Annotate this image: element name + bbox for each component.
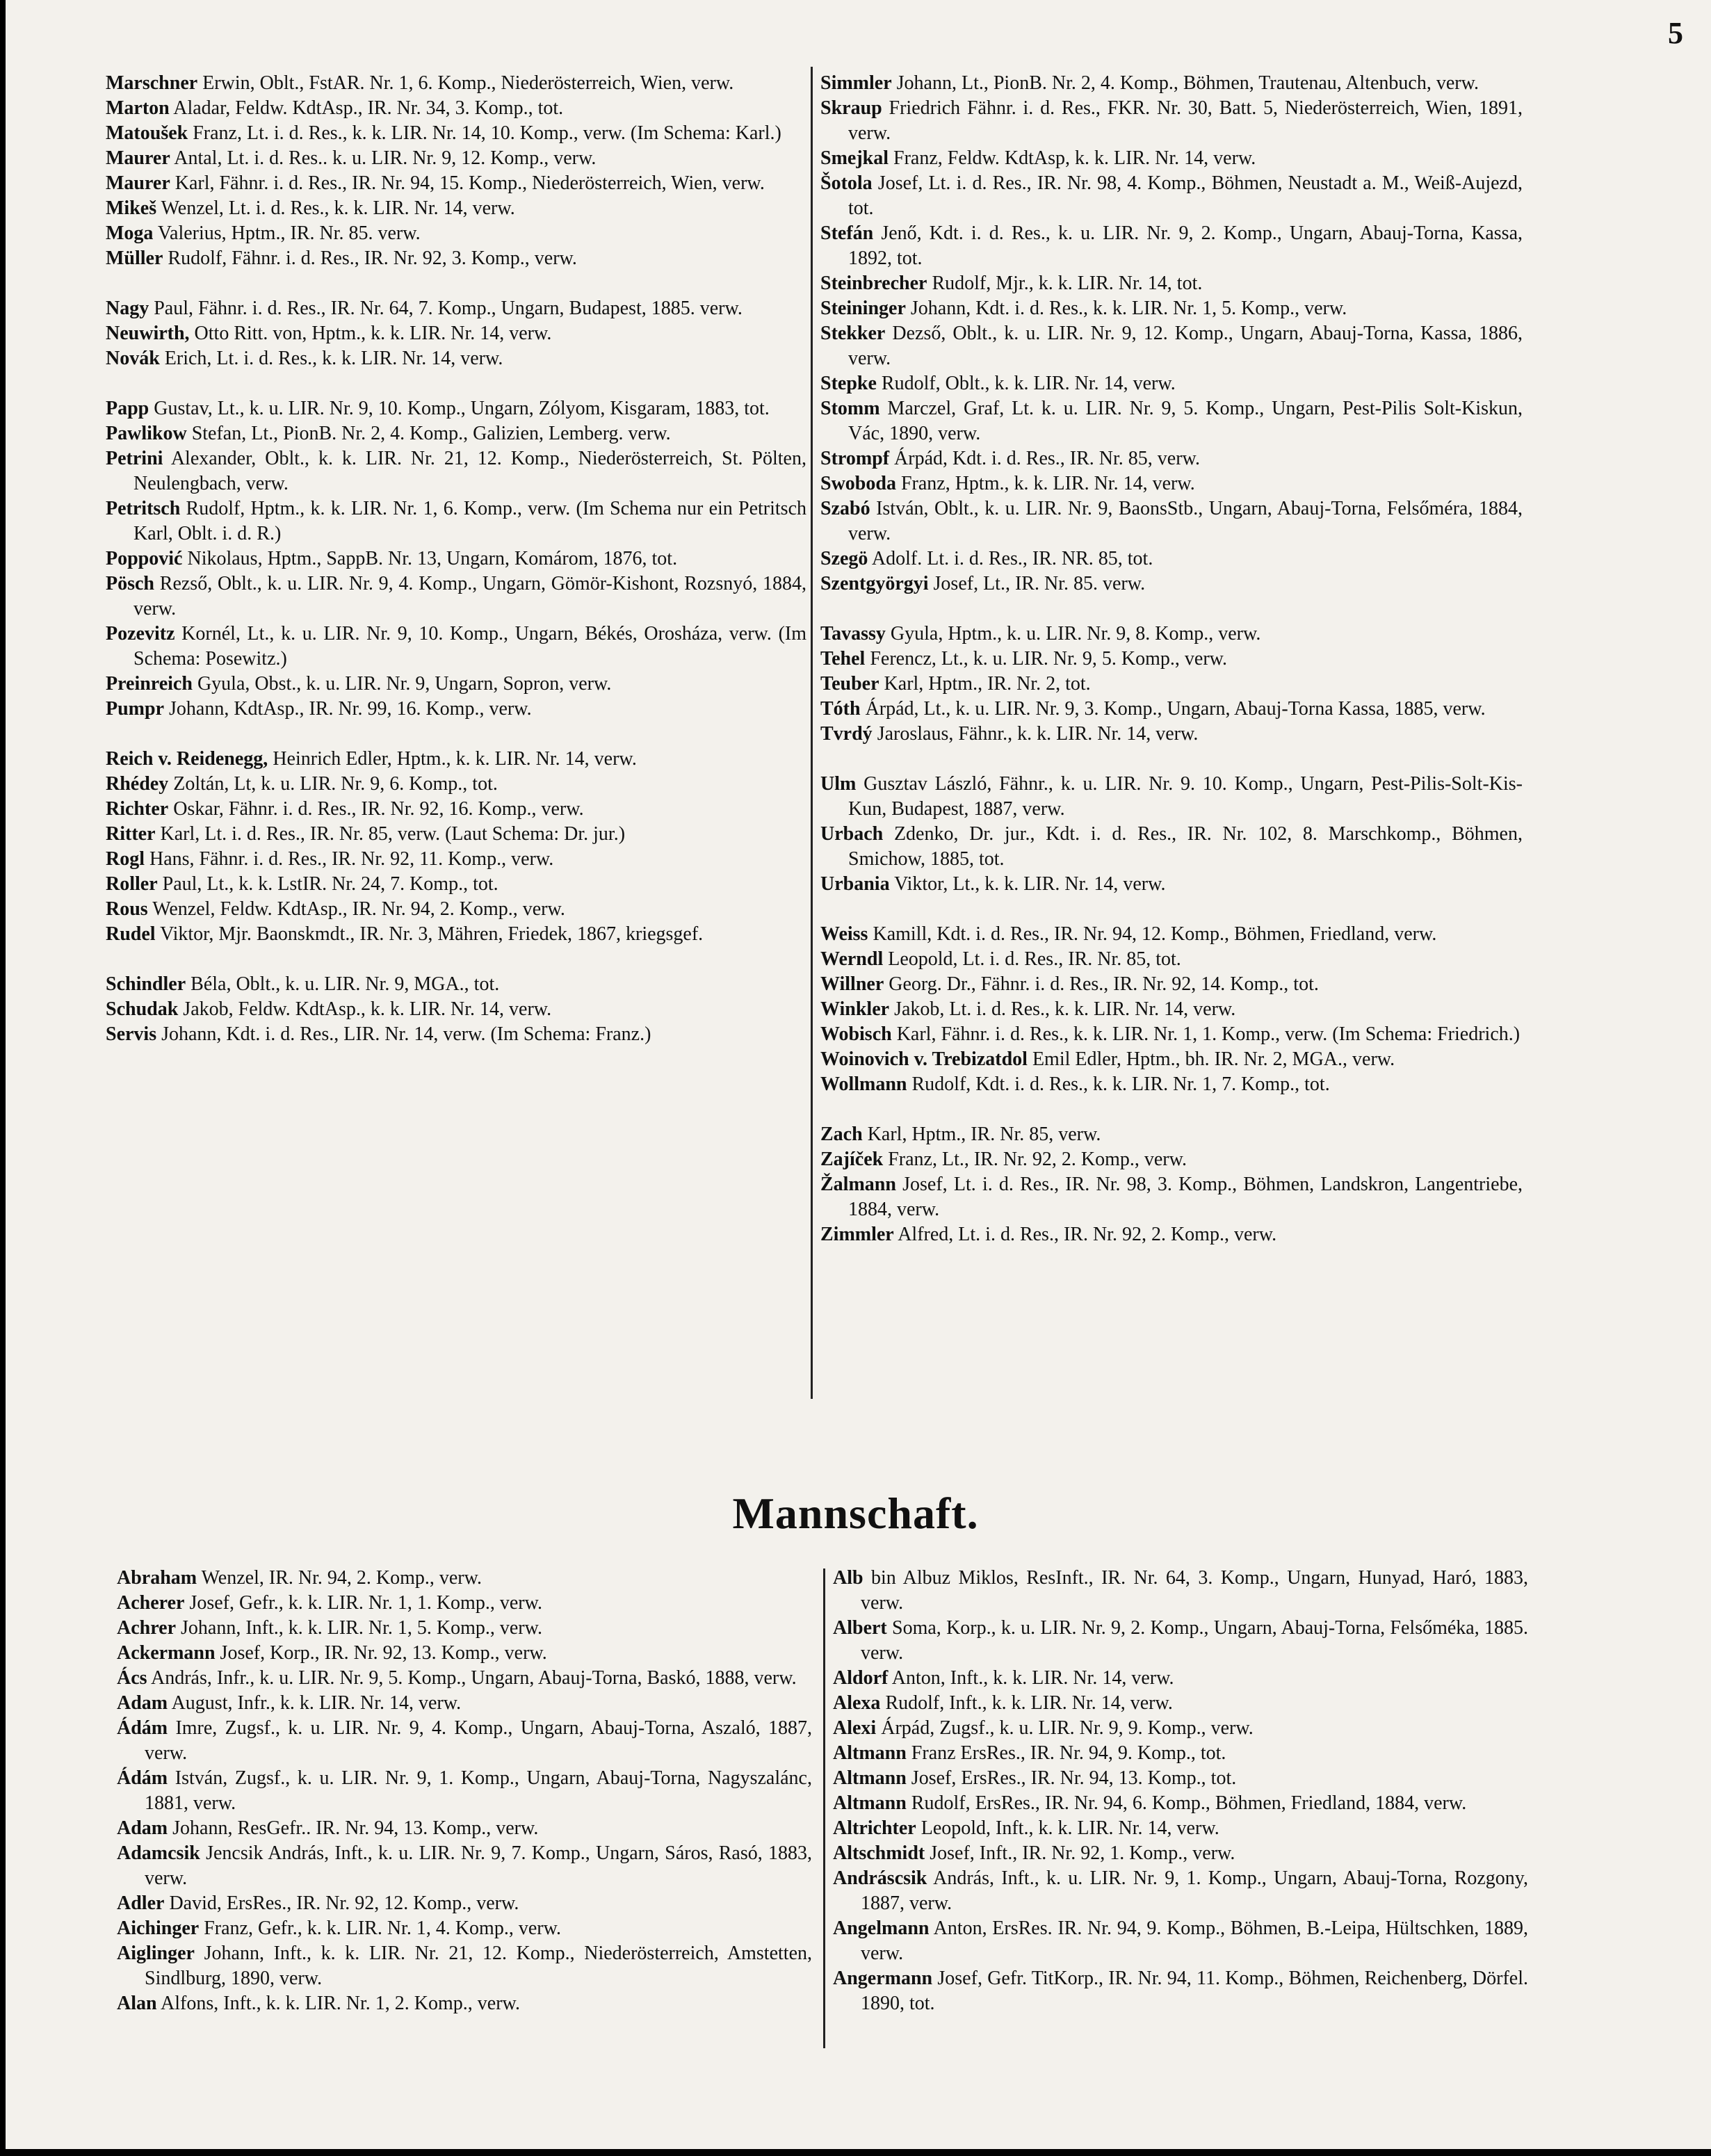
entry-surname: Pozevitz bbox=[106, 623, 175, 645]
register-entry bbox=[820, 572, 1523, 597]
entry-details: Aladar, Feldw. KdtAsp., IR. Nr. 34, 3. Komp., tot. bbox=[169, 97, 564, 119]
register-entry bbox=[820, 471, 1523, 496]
register-entry bbox=[106, 96, 806, 121]
register-entry bbox=[106, 221, 806, 246]
entry-surname: Acherer bbox=[117, 1592, 185, 1614]
register-entry bbox=[833, 1691, 1528, 1716]
register-entry bbox=[820, 697, 1523, 722]
entry-surname: Teuber bbox=[820, 673, 879, 695]
register-entry bbox=[106, 446, 806, 496]
entry-surname: Ulm bbox=[820, 773, 857, 795]
entry-surname: Schindler bbox=[106, 973, 186, 995]
entry-details: Gyula, Obst., k. u. LIR. Nr. 9, Ungarn, Sopron, verw. bbox=[192, 673, 612, 695]
register-entry bbox=[106, 572, 806, 622]
letter-group bbox=[106, 747, 806, 947]
register-entry bbox=[833, 1566, 1528, 1616]
register-entry bbox=[106, 496, 806, 546]
column-divider bbox=[823, 1569, 825, 2048]
entry-surname: Aldorf bbox=[833, 1667, 889, 1689]
entry-surname: Albert bbox=[833, 1617, 887, 1639]
entry-details: Karl, Fähnr. i. d. Res., k. k. LIR. Nr. 1, 1. Komp., verw. (Im Schema: Friedrich.) bbox=[891, 1023, 1521, 1045]
register-entry bbox=[106, 997, 806, 1022]
register-entry bbox=[117, 1566, 812, 1591]
entry-details: Heinrich Edler, Hptm., k. k. LIR. Nr. 14, verw. bbox=[268, 748, 637, 770]
entry-details: Stefan, Lt., PionB. Nr. 2, 4. Komp., Galizien, Lemberg. verw. bbox=[186, 423, 671, 444]
entry-surname: Adamcsik bbox=[117, 1842, 200, 1864]
entry-details: Árpád, Kdt. i. d. Res., IR. Nr. 85, verw. bbox=[889, 448, 1200, 469]
entry-surname: Alan bbox=[117, 1993, 157, 2014]
entry-details: Zdenko, Dr. jur., Kdt. i. d. Res., IR. Nr. 102, 8. Marschkomp., Böhmen, Smichow, 1885, tot. bbox=[848, 823, 1523, 870]
register-entry bbox=[106, 1022, 806, 1047]
register-entry bbox=[117, 1941, 812, 1991]
entry-details: Nikolaus, Hptm., SappB. Nr. 13, Ungarn, Komárom, 1876, tot. bbox=[182, 548, 678, 569]
entry-surname: Petritsch bbox=[106, 498, 181, 519]
entry-surname: Müller bbox=[106, 248, 163, 269]
entry-surname: Zimmler bbox=[820, 1224, 894, 1245]
entry-surname: Szentgyörgyi bbox=[820, 573, 929, 594]
entry-details: Karl, Fähnr. i. d. Res., IR. Nr. 94, 15. Komp., Niederösterreich, Wien, verw. bbox=[170, 172, 765, 194]
register-entry bbox=[833, 1866, 1528, 1916]
entry-details: Josef, Lt., IR. Nr. 85. verw. bbox=[928, 573, 1146, 594]
register-entry bbox=[117, 1666, 812, 1691]
letter-group bbox=[820, 71, 1523, 597]
register-entry bbox=[106, 396, 806, 421]
register-entry bbox=[106, 296, 806, 321]
register-entry bbox=[106, 972, 806, 997]
register-entry bbox=[820, 1122, 1523, 1147]
entry-details: Zoltán, Lt, k. u. LIR. Nr. 9, 6. Komp., tot. bbox=[168, 773, 498, 795]
entry-details: Erich, Lt. i. d. Res., k. k. LIR. Nr. 14, verw. bbox=[159, 348, 503, 369]
entry-details: Josef, Lt. i. d. Res., IR. Nr. 98, 3. Komp., Böhmen, Landskron, Langentriebe, 1884, verw. bbox=[848, 1174, 1523, 1220]
entry-details: Árpád, Zugsf., k. u. LIR. Nr. 9, 9. Komp., verw. bbox=[876, 1717, 1254, 1739]
register-entry bbox=[106, 246, 806, 271]
register-entry bbox=[106, 697, 806, 722]
register-entry bbox=[833, 1741, 1528, 1766]
entry-surname: Achrer bbox=[117, 1617, 176, 1639]
entry-details: Josef, Korp., IR. Nr. 92, 13. Komp., verw. bbox=[215, 1642, 547, 1664]
entry-details: Johann, ResGefr.. IR. Nr. 94, 13. Komp., verw. bbox=[168, 1817, 539, 1839]
entry-details: Rudolf, Fähnr. i. d. Res., IR. Nr. 92, 3. Komp., verw. bbox=[163, 248, 577, 269]
register-entry bbox=[820, 296, 1523, 321]
entry-surname: Mikeš bbox=[106, 197, 157, 219]
entry-surname: Aiglinger bbox=[117, 1943, 195, 1964]
entry-surname: Altmann bbox=[833, 1742, 907, 1764]
entry-surname: Ritter bbox=[106, 823, 156, 845]
entry-details: Rudolf, Inft., k. k. LIR. Nr. 14, verw. bbox=[880, 1692, 1173, 1714]
entry-surname: Steinbrecher bbox=[820, 273, 927, 294]
entry-details: Rudolf, Kdt. i. d. Res., k. k. LIR. Nr. 1, 7. Komp., tot. bbox=[907, 1073, 1330, 1095]
register-entry bbox=[117, 1616, 812, 1641]
register-entry bbox=[106, 797, 806, 822]
entry-details: Rudolf, Mjr., k. k. LIR. Nr. 14, tot. bbox=[927, 273, 1203, 294]
entry-details: Jaroslaus, Fähnr., k. k. LIR. Nr. 14, verw. bbox=[872, 723, 1199, 745]
register-entry bbox=[117, 1691, 812, 1716]
letter-group bbox=[106, 396, 806, 722]
entry-details: Karl, Hptm., IR. Nr. 2, tot. bbox=[879, 673, 1091, 695]
entry-surname: Neuwirth, bbox=[106, 323, 190, 344]
entry-details: Gyula, Hptm., k. u. LIR. Nr. 9, 8. Komp., verw. bbox=[885, 623, 1261, 645]
entry-surname: Altmann bbox=[833, 1767, 907, 1789]
entry-details: Rudolf, Hptm., k. k. LIR. Nr. 1, 6. Komp., verw. (Im Schema nur ein Petritsch Karl, Oblt. i. d. R.) bbox=[133, 498, 806, 544]
register-entry bbox=[106, 622, 806, 672]
entry-surname: Rogl bbox=[106, 848, 145, 870]
entry-surname: Matoušek bbox=[106, 122, 188, 144]
register-entry bbox=[820, 1147, 1523, 1172]
entry-surname: Swoboda bbox=[820, 473, 896, 494]
entry-details: Jakob, Lt. i. d. Res., k. k. LIR. Nr. 14, verw. bbox=[889, 998, 1236, 1020]
entry-details: Valerius, Hptm., IR. Nr. 85. verw. bbox=[153, 222, 421, 244]
section-title: Mannschaft. bbox=[732, 1489, 979, 1538]
entry-details: Franz, Feldw. KdtAsp, k. k. LIR. Nr. 14, verw. bbox=[889, 147, 1256, 169]
register-entry bbox=[117, 1816, 812, 1841]
register-entry bbox=[820, 171, 1523, 221]
entry-surname: Strompf bbox=[820, 448, 890, 469]
entry-details: Viktor, Mjr. Baonskmdt., IR. Nr. 3, Mähren, Friedek, 1867, kriegsgef. bbox=[155, 923, 704, 945]
entry-details: Wenzel, Feldw. KdtAsp., IR. Nr. 94, 2. Komp., verw. bbox=[147, 898, 565, 920]
entry-surname: Szegö bbox=[820, 548, 868, 569]
entry-details: Johann, Inft., k. k. LIR. Nr. 1, 5. Komp., verw. bbox=[176, 1617, 543, 1639]
register-entry bbox=[106, 747, 806, 772]
register-entry bbox=[820, 221, 1523, 271]
entry-details: Ferencz, Lt., k. u. LIR. Nr. 9, 5. Komp., verw. bbox=[865, 648, 1228, 670]
entry-details: Josef, Gefr., k. k. LIR. Nr. 1, 1. Komp., verw. bbox=[184, 1592, 542, 1614]
register-entry bbox=[106, 872, 806, 897]
entry-surname: Abraham bbox=[117, 1567, 197, 1589]
entry-surname: Poppović bbox=[106, 548, 183, 569]
entry-details: Anton, ErsRes. IR. Nr. 94, 9. Komp., Böhmen, B.-Leipa, Hültschken, 1889, verw. bbox=[861, 1918, 1528, 1964]
entry-surname: Žalmann bbox=[820, 1174, 896, 1195]
entry-details: August, Infr., k. k. LIR. Nr. 14, verw. bbox=[168, 1692, 462, 1714]
register-entry bbox=[106, 421, 806, 446]
entry-surname: Stekker bbox=[820, 323, 886, 344]
register-entry bbox=[117, 1841, 812, 1891]
entry-details: Johann, Inft., k. k. LIR. Nr. 21, 12. Komp., Niederösterreich, Amstetten, Sindlburg, 1890, verw. bbox=[145, 1943, 812, 1989]
officers-left-column bbox=[106, 71, 806, 1072]
entry-details: Antal, Lt. i. d. Res.. k. u. LIR. Nr. 9, 12. Komp., verw. bbox=[170, 147, 597, 169]
entry-details: Josef, Lt. i. d. Res., IR. Nr. 98, 4. Komp., Böhmen, Neustadt a. M., Weiß-Aujezd, tot. bbox=[848, 172, 1523, 219]
entry-surname: Altschmidt bbox=[833, 1842, 925, 1864]
entry-details: András, Inft., k. u. LIR. Nr. 9, 1. Komp., Ungarn, Abauj-Torna, Rozgony, 1887, verw. bbox=[861, 1867, 1528, 1914]
entry-surname: Smejkal bbox=[820, 147, 889, 169]
entry-details: Adolf. Lt. i. d. Res., IR. NR. 85, tot. bbox=[868, 548, 1153, 569]
register-entry bbox=[106, 772, 806, 797]
entry-details: Kornél, Lt., k. u. LIR. Nr. 9, 10. Komp., Ungarn, Békés, Orosháza, verw. (Im Schema: Posewitz.) bbox=[133, 623, 806, 670]
entry-details: Erwin, Oblt., FstAR. Nr. 1, 6. Komp., Niederösterreich, Wien, verw. bbox=[197, 72, 734, 94]
register-entry bbox=[117, 1916, 812, 1941]
entry-details: Karl, Hptm., IR. Nr. 85, verw. bbox=[862, 1124, 1101, 1145]
register-entry bbox=[820, 997, 1523, 1022]
entry-details: Imre, Zugsf., k. u. LIR. Nr. 9, 4. Komp., Ungarn, Abauj-Torna, Aszaló, 1887, verw. bbox=[145, 1717, 812, 1764]
register-entry bbox=[106, 146, 806, 171]
register-entry bbox=[106, 546, 806, 572]
entry-surname: Reich v. Reidenegg, bbox=[106, 748, 268, 770]
register-entry bbox=[833, 1916, 1528, 1966]
register-entry bbox=[106, 321, 806, 346]
register-entry bbox=[820, 371, 1523, 396]
entry-details: Paul, Fähnr. i. d. Res., IR. Nr. 64, 7. Komp., Ungarn, Budapest, 1885. verw. bbox=[149, 298, 743, 319]
register-entry bbox=[106, 71, 806, 96]
letter-group bbox=[820, 1122, 1523, 1247]
entry-surname: Zajíček bbox=[820, 1149, 884, 1170]
register-entry bbox=[820, 546, 1523, 572]
entry-surname: Marton bbox=[106, 97, 170, 119]
entry-details: Alfred, Lt. i. d. Res., IR. Nr. 92, 2. Komp., verw. bbox=[893, 1224, 1277, 1245]
entry-details: Franz, Lt., IR. Nr. 92, 2. Komp., verw. bbox=[883, 1149, 1187, 1170]
entry-details: István, Zugsf., k. u. LIR. Nr. 9, 1. Komp., Ungarn, Abauj-Torna, Nagyszalánc, 1881, verw. bbox=[145, 1767, 812, 1814]
register-entry bbox=[820, 772, 1523, 822]
register-entry bbox=[820, 146, 1523, 171]
entry-details: István, Oblt., k. u. LIR. Nr. 9, BaonsStb., Ungarn, Abauj-Torna, Felsőméra, 1884, verw. bbox=[848, 498, 1523, 544]
entry-surname: Ádám bbox=[117, 1717, 168, 1739]
register-entry bbox=[106, 346, 806, 371]
entry-surname: Urbach bbox=[820, 823, 884, 845]
entry-surname: Novák bbox=[106, 348, 160, 369]
register-entry bbox=[106, 897, 806, 922]
register-entry bbox=[833, 1816, 1528, 1841]
letter-group bbox=[820, 772, 1523, 897]
entry-surname: Tavassy bbox=[820, 623, 886, 645]
entry-surname: Pumpr bbox=[106, 698, 164, 720]
entry-details: Karl, Lt. i. d. Res., IR. Nr. 85, verw. (Laut Schema: Dr. jur.) bbox=[155, 823, 626, 845]
entry-surname: Richter bbox=[106, 798, 169, 820]
entry-details: Dezső, Oblt., k. u. LIR. Nr. 9, 12. Komp., Ungarn, Abauj-Torna, Kassa, 1886, verw. bbox=[848, 323, 1523, 369]
entry-surname: Adler bbox=[117, 1892, 165, 1914]
letter-group bbox=[106, 71, 806, 271]
letter-group bbox=[820, 622, 1523, 747]
entry-details: Friedrich Fähnr. i. d. Res., FKR. Nr. 30, Batt. 5, Niederösterreich, Wien, 1891, verw. bbox=[848, 97, 1523, 144]
register-entry bbox=[117, 1716, 812, 1766]
register-entry bbox=[820, 647, 1523, 672]
entry-surname: Stomm bbox=[820, 398, 880, 419]
entry-surname: Tóth bbox=[820, 698, 861, 720]
entry-details: Johann, KdtAsp., IR. Nr. 99, 16. Komp., verw. bbox=[164, 698, 532, 720]
register-entry bbox=[106, 121, 806, 146]
entry-surname: Urbania bbox=[820, 873, 890, 895]
entry-details: Oskar, Fähnr. i. d. Res., IR. Nr. 92, 16. Komp., verw. bbox=[168, 798, 584, 820]
entry-details: David, ErsRes., IR. Nr. 92, 12. Komp., verw. bbox=[164, 1892, 519, 1914]
entry-details: bin Albuz Miklos, ResInft., IR. Nr. 64, 3. Komp., Ungarn, Hunyad, Haró, 1883, verw. bbox=[861, 1567, 1528, 1614]
entry-surname: Alexi bbox=[833, 1717, 877, 1739]
register-entry bbox=[820, 947, 1523, 972]
entry-surname: Simmler bbox=[820, 72, 892, 94]
entry-surname: Roller bbox=[106, 873, 158, 895]
register-entry bbox=[820, 271, 1523, 296]
entry-details: András, Infr., k. u. LIR. Nr. 9, 5. Komp., Ungarn, Abauj-Torna, Baskó, 1888, verw. bbox=[147, 1667, 797, 1689]
register-entry bbox=[833, 1766, 1528, 1791]
entry-details: Franz, Lt. i. d. Res., k. k. LIR. Nr. 14, 10. Komp., verw. (Im Schema: Karl.) bbox=[188, 122, 781, 144]
entry-surname: Angelmann bbox=[833, 1918, 930, 1939]
entry-surname: Weiss bbox=[820, 923, 868, 945]
register-entry bbox=[820, 1022, 1523, 1047]
entry-surname: Marschner bbox=[106, 72, 198, 94]
entry-details: Emil Edler, Hptm., bh. IR. Nr. 2, MGA., verw. bbox=[1027, 1048, 1395, 1070]
entry-details: Marczel, Graf, Lt. k. u. LIR. Nr. 9, 5. Komp., Ungarn, Pest-Pilis Solt-Kiskun, Vác, 1890, verw. bbox=[848, 398, 1523, 444]
entry-details: Rezső, Oblt., k. u. LIR. Nr. 9, 4. Komp., Ungarn, Gömör-Kishont, Rozsnyó, 1884, verw. bbox=[133, 573, 806, 619]
entry-details: Franz, Gefr., k. k. LIR. Nr. 1, 4. Komp., verw. bbox=[199, 1918, 561, 1939]
entry-surname: Rhédey bbox=[106, 773, 169, 795]
register-entry bbox=[820, 496, 1523, 546]
entry-surname: Willner bbox=[820, 973, 884, 995]
entry-details: Georg. Dr., Fähnr. i. d. Res., IR. Nr. 92, 14. Komp., tot. bbox=[884, 973, 1319, 995]
register-entry bbox=[833, 1716, 1528, 1741]
entry-surname: Schudak bbox=[106, 998, 179, 1020]
register-entry bbox=[820, 96, 1523, 146]
entry-surname: Preinreich bbox=[106, 673, 193, 695]
register-entry bbox=[820, 1172, 1523, 1222]
entry-surname: Pawlikow bbox=[106, 423, 187, 444]
entry-details: Jencsik András, Inft., k. u. LIR. Nr. 9, 7. Komp., Ungarn, Sáros, Rasó, 1883, verw. bbox=[145, 1842, 812, 1889]
letter-group bbox=[106, 296, 806, 371]
register-entry bbox=[820, 722, 1523, 747]
register-entry bbox=[820, 396, 1523, 446]
entry-details: Jakob, Feldw. KdtAsp., k. k. LIR. Nr. 14, verw. bbox=[178, 998, 552, 1020]
register-entry bbox=[117, 1641, 812, 1666]
entry-details: Josef, Inft., IR. Nr. 92, 1. Komp., verw. bbox=[925, 1842, 1235, 1864]
entry-surname: Alb bbox=[833, 1567, 863, 1589]
entry-surname: Wobisch bbox=[820, 1023, 892, 1045]
register-entry bbox=[106, 822, 806, 847]
entry-surname: Tvrdý bbox=[820, 723, 873, 745]
register-entry bbox=[820, 1222, 1523, 1247]
entry-details: Béla, Oblt., k. u. LIR. Nr. 9, MGA., tot. bbox=[186, 973, 500, 995]
page-number: 5 bbox=[1668, 16, 1683, 50]
entry-details: Leopold, Inft., k. k. LIR. Nr. 14, verw. bbox=[916, 1817, 1219, 1839]
entry-details: Jenő, Kdt. i. d. Res., k. u. LIR. Nr. 9, 2. Komp., Ungarn, Abauj-Torna, Kassa, 1892, tot. bbox=[848, 222, 1523, 269]
entry-details: Rudolf, Oblt., k. k. LIR. Nr. 14, verw. bbox=[876, 373, 1176, 394]
entry-details: Gusztav László, Fähnr., k. u. LIR. Nr. 9. 10. Komp., Ungarn, Pest-Pilis-Solt-Kis-Kun, Budapest, 1887, verw. bbox=[848, 773, 1523, 820]
entry-surname: Andráscsik bbox=[833, 1867, 927, 1889]
entry-surname: Altrichter bbox=[833, 1817, 916, 1839]
entry-surname: Altmann bbox=[833, 1792, 907, 1814]
register-entry bbox=[833, 1616, 1528, 1666]
entry-details: Franz, Hptm., k. k. LIR. Nr. 14, verw. bbox=[895, 473, 1195, 494]
letter-group bbox=[106, 972, 806, 1047]
register-entry bbox=[117, 1991, 812, 2016]
register-entry bbox=[820, 1072, 1523, 1097]
register-entry bbox=[820, 922, 1523, 947]
mannschaft-right-column bbox=[833, 1566, 1528, 2016]
entry-surname: Adam bbox=[117, 1692, 168, 1714]
register-entry bbox=[117, 1591, 812, 1616]
entry-surname: Servis bbox=[106, 1023, 157, 1045]
entry-details: Leopold, Lt. i. d. Res., IR. Nr. 85, tot. bbox=[883, 948, 1181, 970]
entry-surname: Nagy bbox=[106, 298, 149, 319]
register-entry bbox=[106, 922, 806, 947]
entry-surname: Skraup bbox=[820, 97, 882, 119]
entry-surname: Steininger bbox=[820, 298, 906, 319]
entry-details: Gustav, Lt., k. u. LIR. Nr. 9, 10. Komp., Ungarn, Zólyom, Kisgaram, 1883, tot. bbox=[149, 398, 770, 419]
entry-surname: Wollmann bbox=[820, 1073, 907, 1095]
entry-details: Wenzel, Lt. i. d. Res., k. k. LIR. Nr. 14, verw. bbox=[156, 197, 515, 219]
register-entry bbox=[833, 1791, 1528, 1816]
entry-surname: Angermann bbox=[833, 1968, 933, 1989]
entry-surname: Stepke bbox=[820, 373, 877, 394]
entry-details: Kamill, Kdt. i. d. Res., IR. Nr. 94, 12. Komp., Böhmen, Friedland, verw. bbox=[868, 923, 1437, 945]
entry-details: Rudolf, ErsRes., IR. Nr. 94, 6. Komp., Böhmen, Friedland, 1884, verw. bbox=[906, 1792, 1467, 1814]
register-entry bbox=[820, 822, 1523, 872]
register-entry bbox=[106, 847, 806, 872]
register-entry bbox=[820, 672, 1523, 697]
officers-right-column bbox=[820, 71, 1523, 1272]
register-entry bbox=[117, 1766, 812, 1816]
entry-details: Paul, Lt., k. k. LstIR. Nr. 24, 7. Komp., tot. bbox=[157, 873, 498, 895]
entry-surname: Rous bbox=[106, 898, 148, 920]
entry-surname: Winkler bbox=[820, 998, 890, 1020]
entry-details: Josef, Gefr. TitKorp., IR. Nr. 94, 11. Komp., Böhmen, Reichenberg, Dörfel. 1890, tot. bbox=[861, 1968, 1528, 2014]
register-entry bbox=[820, 622, 1523, 647]
entry-surname: Tehel bbox=[820, 648, 866, 670]
entry-details: Otto Ritt. von, Hptm., k. k. LIR. Nr. 14, verw. bbox=[189, 323, 552, 344]
register-entry bbox=[106, 672, 806, 697]
entry-details: Hans, Fähnr. i. d. Res., IR. Nr. 92, 11. Komp., verw. bbox=[145, 848, 554, 870]
entry-surname: Moga bbox=[106, 222, 154, 244]
entry-surname: Woinovich v. Trebizatdol bbox=[820, 1048, 1028, 1070]
register-entry bbox=[820, 321, 1523, 371]
entry-surname: Šotola bbox=[820, 172, 873, 194]
entry-surname: Ackermann bbox=[117, 1642, 216, 1664]
entry-surname: Papp bbox=[106, 398, 149, 419]
entry-details: Árpád, Lt., k. u. LIR. Nr. 9, 3. Komp., Ungarn, Abauj-Torna Kassa, 1885, verw. bbox=[860, 698, 1486, 720]
entry-surname: Zach bbox=[820, 1124, 863, 1145]
mannschaft-left-column bbox=[117, 1566, 812, 2016]
entry-details: Anton, Inft., k. k. LIR. Nr. 14, verw. bbox=[888, 1667, 1174, 1689]
entry-details: Johann, Kdt. i. d. Res., k. k. LIR. Nr. 1, 5. Komp., verw. bbox=[905, 298, 1347, 319]
entry-surname: Rudel bbox=[106, 923, 156, 945]
entry-details: Wenzel, IR. Nr. 94, 2. Komp., verw. bbox=[197, 1567, 483, 1589]
entry-details: Johann, Kdt. i. d. Res., LIR. Nr. 14, verw. (Im Schema: Franz.) bbox=[156, 1023, 651, 1045]
entry-surname: Alexa bbox=[833, 1692, 881, 1714]
entry-surname: Ádám bbox=[117, 1767, 168, 1789]
register-entry bbox=[820, 1047, 1523, 1072]
entry-surname: Maurer bbox=[106, 172, 170, 194]
entry-surname: Aichinger bbox=[117, 1918, 200, 1939]
register-entry bbox=[833, 1666, 1528, 1691]
entry-surname: Szabó bbox=[820, 498, 870, 519]
register-entry bbox=[820, 872, 1523, 897]
entry-details: Josef, ErsRes., IR. Nr. 94, 13. Komp., tot. bbox=[906, 1767, 1237, 1789]
entry-details: Alexander, Oblt., k. k. LIR. Nr. 21, 12. Komp., Niederösterreich, St. Pölten, Neulengbach, verw. bbox=[133, 448, 806, 494]
entry-surname: Pösch bbox=[106, 573, 154, 594]
register-entry bbox=[117, 1891, 812, 1916]
register-entry bbox=[106, 196, 806, 221]
register-entry bbox=[106, 171, 806, 196]
register-entry bbox=[820, 71, 1523, 96]
column-divider bbox=[811, 67, 813, 1399]
entry-details: Soma, Korp., k. u. LIR. Nr. 9, 2. Komp., Ungarn, Abauj-Torna, Felsőméka, 1885. verw. bbox=[861, 1617, 1528, 1664]
entry-surname: Ács bbox=[117, 1667, 147, 1689]
register-entry bbox=[820, 446, 1523, 471]
entry-details: Alfons, Inft., k. k. LIR. Nr. 1, 2. Komp., verw. bbox=[156, 1993, 520, 2014]
entry-details: Franz ErsRes., IR. Nr. 94, 9. Komp., tot. bbox=[906, 1742, 1226, 1764]
entry-surname: Adam bbox=[117, 1817, 168, 1839]
register-entry bbox=[833, 1966, 1528, 2016]
entry-details: Viktor, Lt., k. k. LIR. Nr. 14, verw. bbox=[889, 873, 1166, 895]
entry-details: Johann, Lt., PionB. Nr. 2, 4. Komp., Böhmen, Trautenau, Altenbuch, verw. bbox=[891, 72, 1479, 94]
entry-surname: Petrini bbox=[106, 448, 163, 469]
entry-surname: Maurer bbox=[106, 147, 170, 169]
entry-surname: Werndl bbox=[820, 948, 884, 970]
register-entry bbox=[833, 1841, 1528, 1866]
entry-surname: Stefán bbox=[820, 222, 874, 244]
letter-group bbox=[820, 922, 1523, 1097]
register-entry bbox=[820, 972, 1523, 997]
